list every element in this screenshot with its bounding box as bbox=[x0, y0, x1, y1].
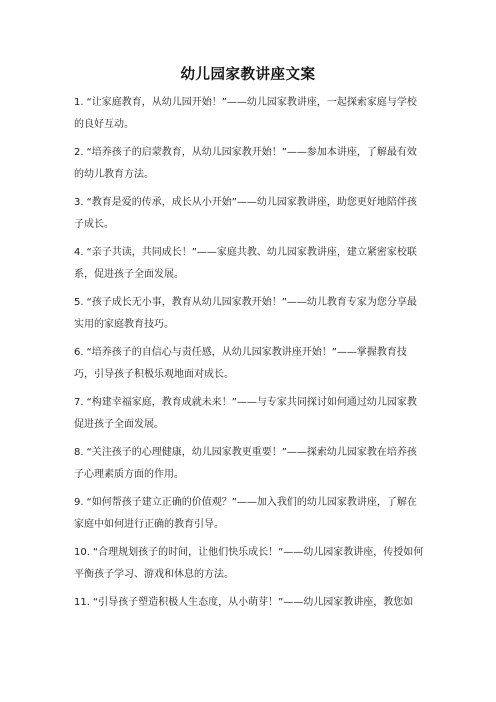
item-number: 8. bbox=[74, 447, 84, 458]
item-text: “亲子共读，共同成长！”——家庭共教、幼儿园家教讲座，建立紧密家校联系，促进孩子全面发展。 bbox=[74, 247, 417, 280]
item-number: 5. bbox=[74, 297, 84, 308]
item-text: “培养孩子的自信心与责任感，从幼儿园家教讲座开始！”——掌握教育技巧，引导孩子积极乐观地面对成长。 bbox=[74, 347, 407, 380]
list-item bbox=[74, 142, 426, 186]
item-number: 10. bbox=[74, 547, 90, 558]
list-item bbox=[74, 192, 426, 236]
list-item bbox=[74, 592, 426, 614]
list-item bbox=[74, 442, 426, 486]
item-text: “引导孩子塑造积极人生态度，从小萌芽！”——幼儿园家教讲座，教您如 bbox=[92, 597, 414, 608]
item-number: 3. bbox=[74, 197, 84, 208]
item-list bbox=[74, 92, 426, 614]
item-number: 6. bbox=[74, 347, 84, 358]
item-text: “让家庭教育，从幼儿园开始！”——幼儿园家教讲座，一起探索家庭与学校的良好互动。 bbox=[74, 97, 417, 130]
item-text: “构建幸福家庭，教育成就未来！”——与专家共同探讨如何通过幼儿园家教促进孩子全面发展。 bbox=[74, 397, 417, 430]
item-text: “培养孩子的启蒙教育，从幼儿园家教开始！”——参加本讲座，了解最有效的幼儿教育方法。 bbox=[74, 147, 417, 180]
item-number: 2. bbox=[74, 147, 84, 158]
item-number: 7. bbox=[74, 397, 84, 408]
item-number: 4. bbox=[74, 247, 84, 258]
item-number: 1. bbox=[74, 97, 84, 108]
item-text: “孩子成长无小事，教育从幼儿园家教开始！”——幼儿教育专家为您分享最实用的家庭教育技巧。 bbox=[74, 297, 417, 330]
list-item bbox=[74, 542, 426, 586]
item-number: 9. bbox=[74, 497, 84, 508]
list-item bbox=[74, 242, 426, 286]
list-item bbox=[74, 492, 426, 536]
item-text: “教育是爱的传承，成长从小开始”——幼儿园家教讲座，助您更好地陪伴孩子成长。 bbox=[74, 197, 417, 230]
item-text: “如何帮孩子建立正确的价值观？”——加入我们的幼儿园家教讲座，了解在家庭中如何进行正确的教育引导。 bbox=[74, 497, 417, 530]
item-text: “关注孩子的心理健康，幼儿园家教更重要！”——探索幼儿园家教在培养孩子心理素质方面的作用。 bbox=[74, 447, 417, 480]
list-item bbox=[74, 292, 426, 336]
list-item bbox=[74, 392, 426, 436]
list-item bbox=[74, 92, 426, 136]
item-text: “合理规划孩子的时间，让他们快乐成长！”——幼儿园家教讲座，传授如何平衡孩子学习、游戏和休息的方法。 bbox=[74, 547, 424, 580]
item-number: 11. bbox=[74, 597, 90, 608]
list-item bbox=[74, 342, 426, 386]
document-title: 幼儿园家教讲座文案 bbox=[180, 67, 316, 83]
